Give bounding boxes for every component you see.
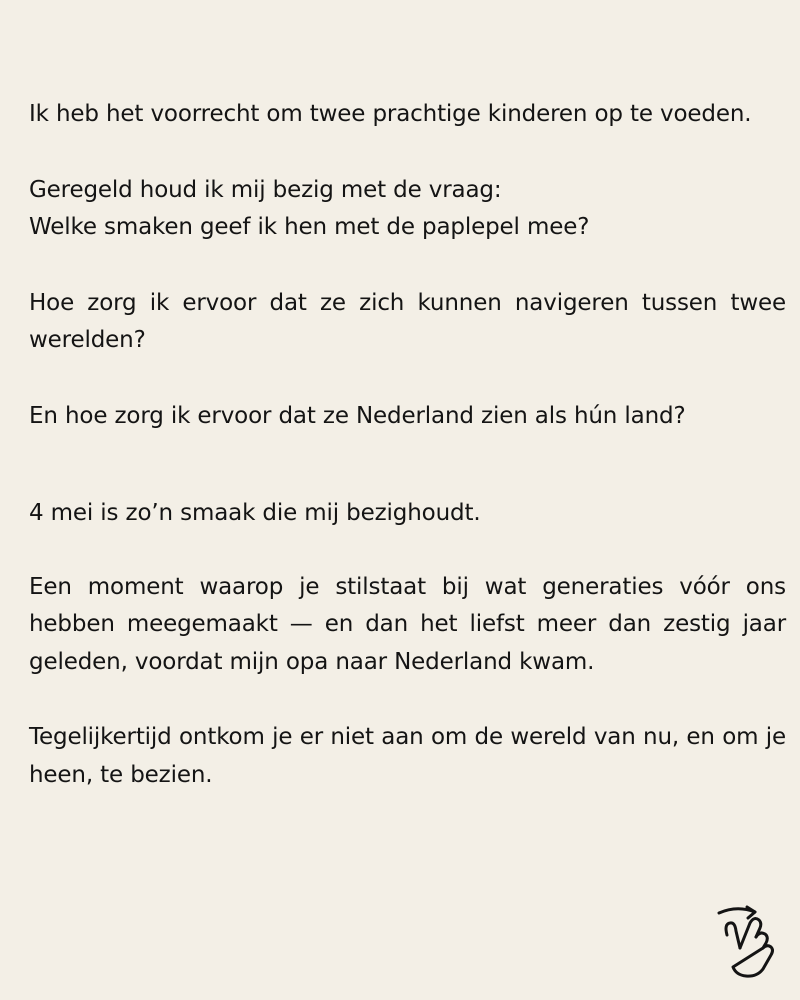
paragraph-question-line-1: Geregeld houd ik mij bezig met de vraag:	[29, 176, 502, 203]
paragraph-tegelijkertijd: Tegelijkertijd ontkom je er niet aan om de wereld van nu, en om je heen, te bezien.	[29, 724, 786, 788]
text-body	[29, 96, 786, 794]
paragraph-moment: Een moment waarop je stilstaat bij wat generaties vóór ons hebben meegemaakt — en dan het liefst meer dan zestig jaar geleden, voordat mijn opa naar Nederland kwam.	[29, 573, 786, 675]
paragraph-4-mei-line: 4 mei is zo’n smaak die mij bezighoudt.	[29, 500, 481, 526]
swipe-hand-icon[interactable]	[714, 904, 780, 980]
paragraph-netherlands-line: En hoe zorg ik ervoor dat ze Nederland zien als hún land?	[29, 402, 686, 429]
paragraph-question	[29, 172, 786, 247]
paragraph-intro	[29, 96, 786, 134]
paragraph-intro-line: Ik heb het voorrecht om twee prachtige kinderen op te voeden.	[29, 101, 752, 127]
paragraph-netherlands	[29, 398, 786, 436]
paragraph-4-mei	[29, 495, 786, 533]
paragraph-question-line-2: Welke smaken geef ik hen met de paplepel mee?	[29, 214, 590, 240]
paragraph-navigate: Hoe zorg ik ervoor dat ze zich kunnen navigeren tussen twee werelden?	[29, 289, 786, 353]
